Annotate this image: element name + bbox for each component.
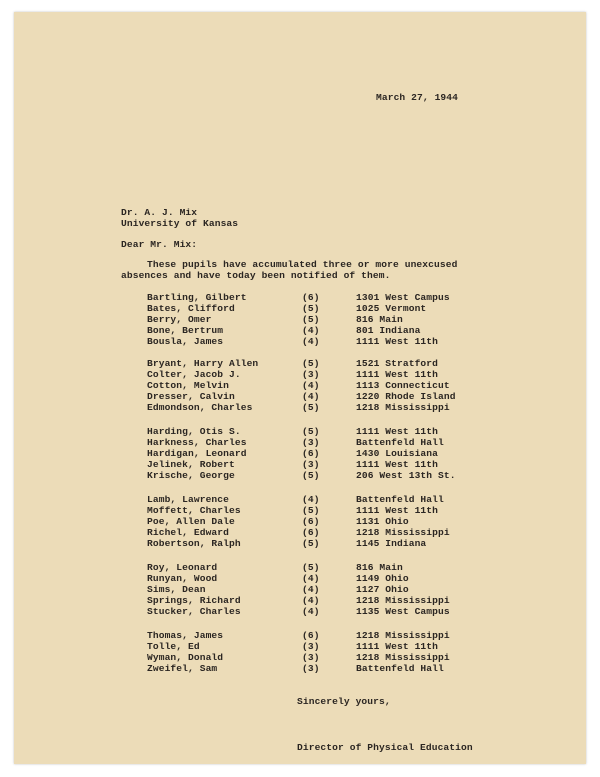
- pupil-name: Bousla, James: [147, 336, 224, 347]
- pupil-absence-count: (5): [302, 470, 320, 481]
- pupil-address: 801 Indiana: [356, 325, 421, 336]
- pupil-absence-count: (6): [302, 448, 320, 459]
- pupil-name: Bates, Clifford: [147, 303, 235, 314]
- pupil-name: Runyan, Wood: [147, 573, 218, 584]
- pupil-absence-count: (6): [302, 630, 320, 641]
- pupil-address: 1111 West 11th: [356, 641, 439, 652]
- pupil-absence-count: (5): [302, 562, 320, 573]
- pupil-absence-count: (3): [302, 663, 320, 674]
- pupil-absence-count: (6): [302, 516, 320, 527]
- pupil-absence-count: (4): [302, 325, 320, 336]
- pupil-absence-count: (5): [302, 426, 320, 437]
- pupil-address: 1521 Stratford: [356, 358, 439, 369]
- pupil-name: Berry, Omer: [147, 314, 212, 325]
- letter-paper: [14, 12, 586, 764]
- pupil-name: Sims, Dean: [147, 584, 206, 595]
- pupil-absence-count: (5): [302, 303, 320, 314]
- pupil-address: 1113 Connecticut: [356, 380, 450, 391]
- pupil-absence-count: (3): [302, 437, 320, 448]
- pupil-address: 816 Main: [356, 314, 403, 325]
- pupil-absence-count: (3): [302, 652, 320, 663]
- pupil-name: Edmondson, Charles: [147, 402, 253, 413]
- pupil-address: Battenfeld Hall: [356, 663, 444, 674]
- pupil-absence-count: (4): [302, 380, 320, 391]
- pupil-name: Moffett, Charles: [147, 505, 241, 516]
- pupil-name: Jelinek, Robert: [147, 459, 235, 470]
- pupil-name: Krische, George: [147, 470, 235, 481]
- pupil-absence-count: (4): [302, 494, 320, 505]
- pupil-absence-count: (5): [302, 538, 320, 549]
- pupil-address: 1111 West 11th: [356, 369, 439, 380]
- pupil-name: Bryant, Harry Allen: [147, 358, 259, 369]
- pupil-address: 1111 West 11th: [356, 336, 439, 347]
- pupil-address: 206 West 13th St.: [356, 470, 456, 481]
- pupil-absence-count: (6): [302, 292, 320, 303]
- pupil-name: Dresser, Calvin: [147, 391, 235, 402]
- pupil-address: 816 Main: [356, 562, 403, 573]
- pupil-address: 1025 Vermont: [356, 303, 427, 314]
- pupil-name: Thomas, James: [147, 630, 224, 641]
- pupil-name: Harkness, Charles: [147, 437, 247, 448]
- pupil-name: Bartling, Gilbert: [147, 292, 247, 303]
- pupil-address: 1111 West 11th: [356, 459, 439, 470]
- pupil-address: 1430 Louisiana: [356, 448, 439, 459]
- salutation: Dear Mr. Mix:: [121, 239, 198, 250]
- pupil-address: 1218 Mississippi: [356, 527, 450, 538]
- recipient-org: University of Kansas: [121, 218, 239, 229]
- pupil-absence-count: (4): [302, 606, 320, 617]
- pupil-absence-count: (5): [302, 505, 320, 516]
- pupil-address: 1131 Ohio: [356, 516, 409, 527]
- pupil-address: 1220 Rhode Island: [356, 391, 456, 402]
- pupil-address: 1135 West Campus: [356, 606, 450, 617]
- pupil-absence-count: (3): [302, 641, 320, 652]
- pupil-absence-count: (4): [302, 595, 320, 606]
- pupil-name: Bone, Bertrum: [147, 325, 224, 336]
- pupil-absence-count: (4): [302, 336, 320, 347]
- pupil-absence-count: (5): [302, 402, 320, 413]
- pupil-name: Springs, Richard: [147, 595, 241, 606]
- pupil-name: Tolle, Ed: [147, 641, 200, 652]
- pupil-absence-count: (6): [302, 527, 320, 538]
- pupil-name: Hardigan, Leonard: [147, 448, 247, 459]
- pupil-address: 1127 Ohio: [356, 584, 409, 595]
- pupil-name: Stucker, Charles: [147, 606, 241, 617]
- pupil-name: Wyman, Donald: [147, 652, 224, 663]
- pupil-name: Lamb, Lawrence: [147, 494, 230, 505]
- pupil-absence-count: (5): [302, 358, 320, 369]
- pupil-name: Robertson, Ralph: [147, 538, 241, 549]
- pupil-address: 1218 Mississippi: [356, 595, 450, 606]
- pupil-absence-count: (4): [302, 391, 320, 402]
- letter-date: March 27, 1944: [376, 92, 459, 103]
- pupil-address: 1218 Mississippi: [356, 652, 450, 663]
- pupil-absence-count: (3): [302, 369, 320, 380]
- body-line-2: absences and have today been notified of them.: [121, 270, 391, 281]
- pupil-address: 1111 West 11th: [356, 426, 439, 437]
- body-line-1: These pupils have accumulated three or more unexcused: [147, 259, 458, 270]
- pupil-name: Harding, Otis S.: [147, 426, 241, 437]
- pupil-address: 1149 Ohio: [356, 573, 409, 584]
- closing: Sincerely yours,: [297, 696, 391, 707]
- pupil-address: 1145 Indiana: [356, 538, 427, 549]
- pupil-name: Richel, Edward: [147, 527, 230, 538]
- pupil-name: Colter, Jacob J.: [147, 369, 241, 380]
- pupil-address: Battenfeld Hall: [356, 437, 444, 448]
- pupil-address: 1301 West Campus: [356, 292, 450, 303]
- pupil-address: 1218 Mississippi: [356, 630, 450, 641]
- pupil-absence-count: (4): [302, 584, 320, 595]
- pupil-name: Poe, Allen Dale: [147, 516, 235, 527]
- pupil-absence-count: (5): [302, 314, 320, 325]
- pupil-address: 1111 West 11th: [356, 505, 439, 516]
- pupil-name: Roy, Leonard: [147, 562, 218, 573]
- pupil-absence-count: (3): [302, 459, 320, 470]
- recipient-name: Dr. A. J. Mix: [121, 207, 198, 218]
- signature-title: Director of Physical Education: [297, 742, 473, 753]
- pupil-absence-count: (4): [302, 573, 320, 584]
- pupil-address: 1218 Mississippi: [356, 402, 450, 413]
- pupil-name: Zweifel, Sam: [147, 663, 218, 674]
- pupil-address: Battenfeld Hall: [356, 494, 444, 505]
- pupil-name: Cotton, Melvin: [147, 380, 230, 391]
